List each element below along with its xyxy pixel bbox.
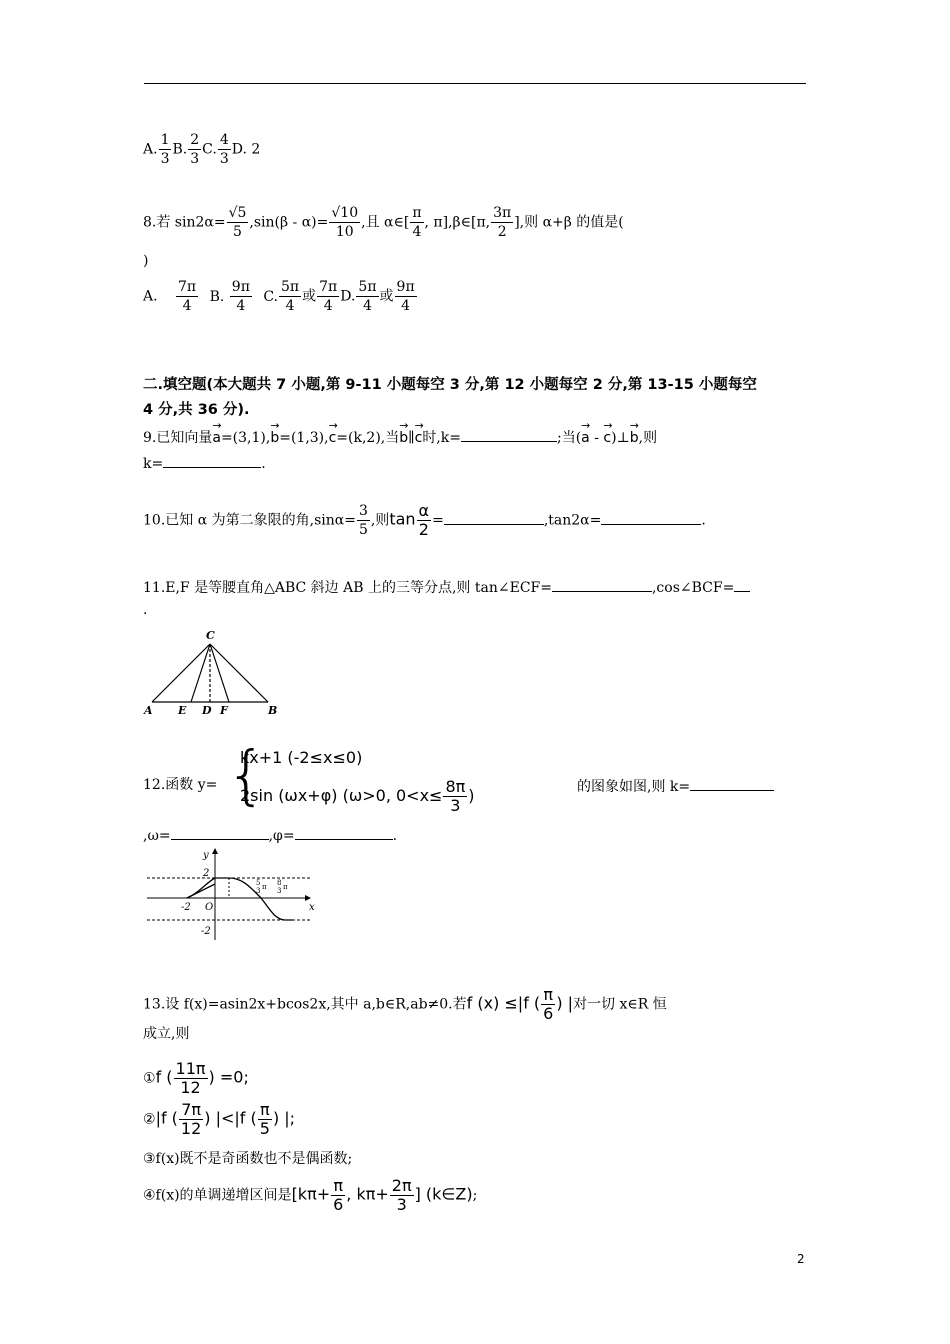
q13-formula: |f (	[155, 1108, 178, 1128]
q8-mid-3: , π],β∈[π,	[424, 214, 491, 231]
frac-num: π	[543, 985, 554, 1004]
q12-answer-blank-3	[295, 825, 393, 840]
q13-line-1	[143, 986, 667, 1023]
q11-stem	[143, 577, 750, 597]
q11-answer-blank-2	[734, 577, 750, 592]
q13-item-text: ;	[472, 1187, 478, 1204]
q13-formula: ) |	[556, 993, 574, 1013]
q10-frac-sin	[357, 502, 370, 539]
q8-frac-3	[410, 204, 423, 241]
vector-b: → b	[270, 429, 279, 447]
q10-text: .	[701, 512, 706, 529]
q13-text: 对一切 x∈R 恒	[573, 996, 667, 1013]
x-axis-arrow	[305, 895, 311, 901]
vector-a: → a	[212, 429, 221, 447]
frac-den: 2	[497, 224, 507, 240]
tick-mark-b: 8	[277, 879, 282, 887]
frac-den: 4	[236, 298, 246, 314]
q13-text: 13.设 f(x)=asin2x+bcos2x,其中 a,b∈R,ab≠0.若	[143, 996, 467, 1013]
q11-text: 11.E,F 是等腰直角△ABC 斜边 AB 上的三等分点,则 tan∠ECF=	[143, 580, 552, 596]
q7-option-a-fraction	[159, 131, 172, 168]
label-d: D	[202, 704, 212, 717]
q9-text: ∥	[408, 430, 415, 446]
q12-case-2-close: )	[468, 786, 475, 805]
q9-text: 9.已知向量	[143, 430, 213, 446]
q9-line-2	[143, 453, 266, 473]
q10-answer-blank-1	[444, 510, 544, 525]
q12-text: ,ω=	[143, 828, 171, 844]
frac-num: 3	[358, 503, 368, 519]
frac-den: 6	[333, 1195, 344, 1214]
q10-frac-half-alpha	[417, 502, 432, 539]
q12-line-2	[143, 825, 397, 845]
frac-den: 3	[190, 151, 200, 167]
q11-answer-blank-1	[552, 577, 652, 592]
frac-num: √5	[228, 205, 247, 221]
frac-num: π	[260, 1100, 270, 1119]
q8-options	[143, 278, 418, 315]
frac-num: 1	[160, 132, 170, 148]
y-axis-arrow	[212, 848, 218, 854]
q7-option-a-label: A.	[143, 141, 158, 158]
q9-text: 时,k=	[422, 430, 461, 446]
label-c: C	[206, 629, 215, 642]
frac-num: 9π	[231, 279, 250, 295]
q9-text: -	[589, 430, 604, 446]
frac-den: 12	[180, 1119, 202, 1138]
section-2-heading-line-2: 4 分,共 36 分).	[143, 402, 250, 418]
q8-option-d-or: 或	[379, 288, 394, 305]
q13-item-2-frac-1	[179, 1101, 203, 1138]
q13-item-marker: ①	[143, 1070, 156, 1087]
q13-item-1	[143, 1060, 249, 1097]
frac-den: 4	[182, 298, 192, 314]
q8-mid-2: ,且 α∈[	[361, 214, 410, 231]
q8-option-c-or: 或	[302, 288, 317, 305]
linear-segment	[187, 884, 215, 898]
q11-triangle-figure	[140, 626, 290, 718]
q9-text: =(k,2),当	[336, 430, 400, 446]
q8-option-b-fraction	[230, 278, 252, 315]
frac-den: 3	[160, 151, 170, 167]
q11-end: .	[143, 602, 148, 618]
tick-mark-a-den: 3	[256, 887, 261, 895]
q9-answer-blank-1	[461, 427, 557, 442]
q9-text: .	[261, 456, 266, 472]
q9-text: =(1,3),	[279, 430, 329, 446]
q7-option-b-label: B.	[172, 141, 188, 158]
vector-c: → c	[329, 429, 337, 447]
frac-num: 2π	[391, 1176, 412, 1195]
tick-label-ym2: -2	[201, 926, 211, 937]
q8-option-d-fraction-2	[395, 278, 417, 315]
q10-text: =	[432, 512, 444, 529]
tick-label-xm2: -2	[181, 902, 191, 913]
q13-item-3: ③f(x)既不是奇函数也不是偶函数;	[143, 1151, 353, 1167]
tick-mark-a-pi: π	[262, 883, 267, 891]
frac-den: 5	[358, 522, 368, 538]
segment-ac	[152, 644, 210, 702]
q9-line-1	[143, 427, 657, 447]
q13-line-2: 成立,则	[143, 1026, 190, 1042]
frac-num: 7π	[178, 279, 197, 295]
frac-num: α	[418, 501, 430, 520]
vector-b: → b	[630, 429, 639, 447]
frac-den: 12	[180, 1078, 201, 1097]
frac-den: 3	[396, 1195, 407, 1214]
q10-text: ,则	[370, 512, 390, 529]
page-number: 2	[797, 1252, 805, 1266]
q12-graph-figure	[143, 848, 318, 943]
q8-option-c-fraction-1	[279, 278, 301, 315]
q12-text: .	[392, 828, 398, 844]
q7-option-d-label: D. 2	[231, 141, 261, 158]
q8-stem	[143, 204, 624, 241]
q13-formula: f (x) ≤|f (	[466, 993, 541, 1013]
q10-tan: tan	[389, 509, 416, 529]
frac-den: 4	[363, 298, 372, 314]
q13-item-2	[143, 1101, 295, 1138]
frac-num: π	[333, 1176, 344, 1195]
q8-option-a-fraction	[176, 278, 198, 315]
q12-case-2	[240, 778, 475, 815]
label-a: A	[144, 704, 153, 717]
q12-text: 的图象如图,则 k=	[577, 779, 691, 795]
q8-option-c-label: C.	[263, 288, 279, 305]
vector-b: → b	[399, 429, 408, 447]
frac-num: 3π	[493, 205, 512, 221]
frac-den: 6	[543, 1004, 554, 1023]
frac-num: π	[412, 205, 422, 221]
q8-close: )	[143, 253, 149, 269]
frac-num: 8π	[445, 777, 466, 796]
q7-options	[143, 131, 260, 168]
vector-c: → c	[415, 429, 423, 447]
frac-den: 4	[285, 298, 295, 314]
frac-num: 4	[219, 132, 229, 148]
q12-answer-blank-2	[171, 825, 269, 840]
frac-num: 7π	[319, 279, 338, 295]
q12-prefix: 12.函数 y=	[143, 777, 218, 793]
frac-den: 4	[412, 224, 422, 240]
frac-den: 10	[335, 224, 354, 240]
q9-text: =(3,1),	[220, 430, 271, 446]
frac-num: √10	[331, 205, 359, 221]
q10-text: 10.已知 α 为第二象限的角,sinα=	[143, 512, 356, 529]
q13-frac	[541, 986, 555, 1023]
label-e: E	[178, 704, 187, 717]
q9-text: )⊥	[611, 430, 630, 446]
q13-item-1-frac	[174, 1060, 208, 1097]
q12-answer-blank-1	[690, 776, 774, 791]
axis-label-x: x	[309, 902, 315, 913]
q7-option-c-label: C.	[202, 141, 217, 158]
label-f: F	[220, 704, 228, 717]
q13-item-2-frac-2	[258, 1101, 272, 1138]
q13-item-4-frac-2	[390, 1177, 414, 1214]
frac-den: 3	[219, 151, 229, 167]
q13-formula: ) |<|f (	[204, 1108, 257, 1128]
q13-formula: , kπ+	[346, 1184, 389, 1204]
q12-text: ,φ=	[268, 828, 295, 844]
q12-stem-end	[577, 776, 774, 796]
section-2-heading-line-1: 二.填空题(本大题共 7 小题,第 9-11 小题每空 3 分,第 12 小题每空 2 分,第 13-15 小题每空	[143, 377, 757, 393]
axis-label-y: y	[203, 850, 209, 861]
q13-item-4	[143, 1177, 477, 1214]
q7-option-b-fraction	[188, 131, 201, 168]
vector-c: → c	[603, 429, 611, 447]
origin-label: O	[205, 902, 214, 913]
frac-num: 5π	[358, 279, 377, 295]
frac-den: 4	[323, 298, 333, 314]
q8-option-d-fraction-1	[356, 278, 378, 315]
frac-num: 11π	[175, 1059, 206, 1078]
q8-option-c-fraction-2	[317, 278, 339, 315]
q12-case-1: kx+1 (-2≤x≤0)	[240, 748, 363, 767]
frac-den: 3	[450, 796, 461, 815]
q13-formula: ) |;	[272, 1108, 296, 1128]
frac-num: 9π	[396, 279, 415, 295]
q8-prefix: 8.若 sin2α=	[143, 214, 226, 231]
tick-label-y2: 2	[203, 868, 210, 879]
frac-den: 5	[233, 224, 242, 240]
q8-option-a-label: A.	[143, 288, 158, 305]
vector-a: → a	[581, 429, 590, 447]
tick-mark-b-den: 3	[277, 887, 282, 895]
q8-mid-1: ,sin(β - α)=	[249, 214, 329, 231]
q12-brace: {	[226, 739, 267, 813]
q13-formula: f (	[155, 1067, 173, 1087]
frac-num: 7π	[181, 1100, 201, 1119]
q13-item-text: ④f(x)的单调递增区间是	[143, 1187, 292, 1204]
tick-mark-b-pi: π	[283, 883, 288, 891]
frac-num: 2	[190, 132, 200, 148]
q13-item-4-frac-1	[331, 1177, 345, 1214]
q10-answer-blank-2	[601, 510, 701, 525]
q10-text: ,tan2α=	[543, 512, 602, 529]
q13-formula: ) =0;	[208, 1067, 249, 1087]
q9-text: ;当(	[556, 430, 582, 446]
frac-den: 2	[418, 520, 429, 539]
q9-text: ,则	[638, 430, 658, 446]
frac-den: 5	[259, 1119, 270, 1138]
q9-text: k=	[143, 456, 164, 472]
q10-stem	[143, 502, 706, 539]
q9-answer-blank-2	[163, 453, 261, 468]
tick-mark-a: 5	[256, 879, 261, 887]
q13-formula: ] (k∈Z)	[414, 1184, 473, 1204]
q11-text: ,cos∠BCF=	[651, 580, 735, 596]
q12-case-2-text: 2sin (ωx+φ) (ω>0, 0<x≤	[240, 786, 443, 805]
q7-option-c-fraction	[218, 131, 231, 168]
q8-suffix: ],则 α+β 的值是(	[514, 214, 624, 231]
q8-frac-4	[491, 204, 513, 241]
segment-bc	[210, 644, 268, 702]
label-b: B	[268, 704, 278, 717]
frac-den: 4	[401, 298, 411, 314]
q8-frac-2	[329, 204, 360, 241]
q13-item-marker: ②	[143, 1111, 156, 1128]
q13-formula: [kπ+	[291, 1184, 331, 1204]
frac-num: 5π	[281, 279, 300, 295]
q8-option-d-label: D.	[340, 288, 356, 305]
q8-frac-1	[227, 204, 249, 241]
header-rule	[144, 83, 806, 84]
q12-case-2-fraction	[443, 778, 467, 815]
q8-option-b-label: B.	[209, 288, 225, 305]
